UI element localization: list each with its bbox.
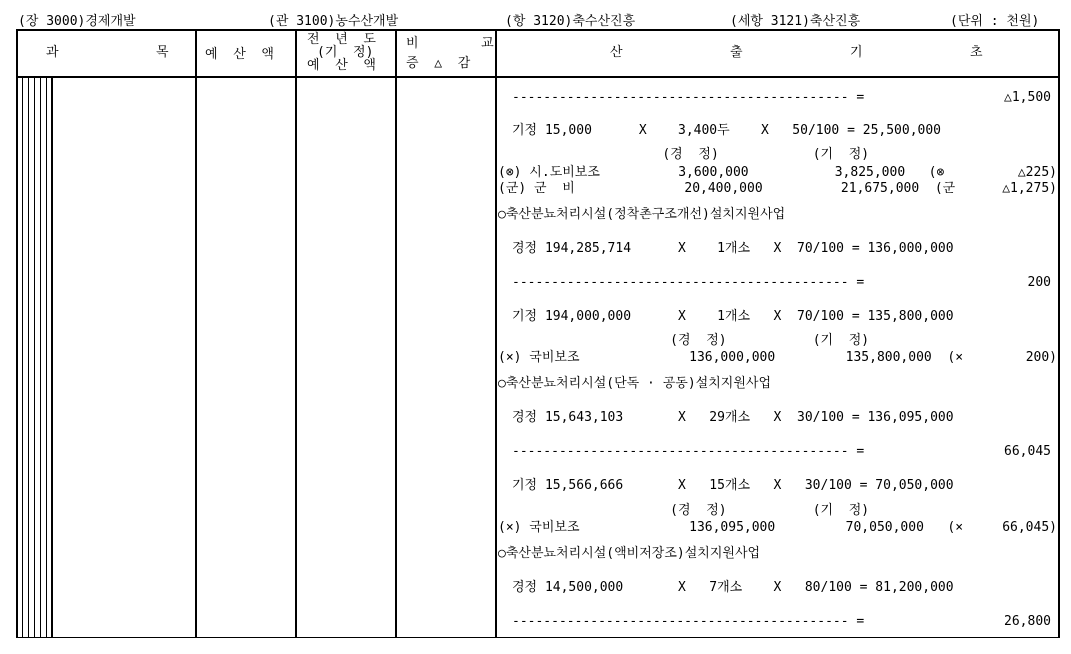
basis-line-amount: △1,500 [1004, 90, 1051, 105]
col-budget: 예 산 액 [205, 47, 274, 62]
col-divider-prev [295, 29, 297, 638]
basis-line: (×) 국비보조 136,095,000 70,050,000 (× [498, 520, 964, 535]
basis-line-amount: 200) [1025, 350, 1057, 365]
basis-line: (군) 군 비 20,400,000 21,675,000 (군 [498, 181, 956, 196]
subject-level-line [46, 77, 47, 638]
header-sehang: (세항 3121)축산진흥 [730, 14, 861, 29]
basis-line: (경 정) (기 정) [498, 333, 870, 348]
header-hang: (항 3120)축수산진흥 [505, 14, 636, 29]
col-divider-budget [195, 29, 197, 638]
basis-line-amount: 66,045) [1002, 520, 1057, 535]
basis-line: (×) 국비보조 136,000,000 135,800,000 (× [498, 350, 964, 365]
col-prev-line1: 전 년 도 [307, 32, 376, 47]
basis-line: 경정 14,500,000 X 7개소 X 80/100 = 81,200,000 [512, 580, 954, 595]
subject-level-line [22, 77, 23, 638]
col-basis-3: 기 [850, 45, 863, 60]
basis-line: 기정 194,000,000 X 1개소 X 70/100 = 135,800,000 [512, 309, 954, 324]
subject-level-line [51, 77, 53, 638]
table-header-border [16, 76, 1060, 78]
col-subject-1: 과 [46, 45, 59, 60]
basis-line: ------------------------------------------- = [512, 444, 865, 459]
basis-line: 기정 15,000 X 3,400두 X 50/100 = 25,500,000 [512, 123, 942, 138]
table-right-border [1058, 29, 1060, 638]
col-prev-line3: 예 산 액 [307, 58, 376, 73]
project-title: ○축산분뇨처리시설(단독 · 공동)설치지원사업 [498, 376, 772, 391]
header-unit: (단위 : 천원) [950, 14, 1040, 29]
basis-line: (경 정) (기 정) [498, 503, 870, 518]
subject-level-line [40, 77, 41, 638]
basis-line-amount: 66,045 [1004, 444, 1051, 459]
table-left-border [16, 29, 18, 638]
col-divider-basis [495, 29, 497, 638]
header-jang: (장 3000)경제개발 [18, 14, 136, 29]
basis-line: ------------------------------------------- = [512, 90, 865, 105]
col-basis-1: 산 [610, 45, 623, 60]
basis-line-amount: △1,275) [1002, 181, 1057, 196]
col-subject-2: 목 [156, 45, 169, 60]
col-basis-2: 출 [730, 45, 743, 60]
subject-level-line [28, 77, 29, 638]
basis-line: 기정 15,566,666 X 15개소 X 30/100 = 70,050,000 [512, 478, 954, 493]
project-title: ○축산분뇨처리시설(정착촌구조개선)설치지원사업 [498, 207, 786, 222]
basis-line: (⊗) 시.도비보조 3,600,000 3,825,000 (⊗ [498, 165, 945, 180]
col-divider-compare [395, 29, 397, 638]
basis-line-amount: 200 [1027, 275, 1051, 290]
header-gwan: (관 3100)농수산개발 [268, 14, 399, 29]
col-prev-line2: (기 정) [317, 45, 374, 60]
basis-line: ------------------------------------------- = [512, 275, 865, 290]
basis-line: (경 정) (기 정) [498, 147, 870, 162]
basis-line: ------------------------------------------- = [512, 614, 865, 629]
subject-level-line [34, 77, 35, 638]
table-bottom-border [16, 637, 1060, 638]
basis-line: 경정 194,285,714 X 1개소 X 70/100 = 136,000,000 [512, 241, 954, 256]
table-top-border [16, 29, 1060, 31]
basis-line-amount: △225) [1017, 165, 1057, 180]
col-basis-4: 초 [970, 45, 983, 60]
col-compare-line1: 비 교 [406, 36, 494, 51]
project-title: ○축산분뇨처리시설(액비저장조)설치지원사업 [498, 546, 761, 561]
col-compare-line2: 증 △ 감 [406, 56, 471, 71]
basis-line: 경정 15,643,103 X 29개소 X 30/100 = 136,095,000 [512, 410, 954, 425]
basis-line-amount: 26,800 [1004, 614, 1051, 629]
